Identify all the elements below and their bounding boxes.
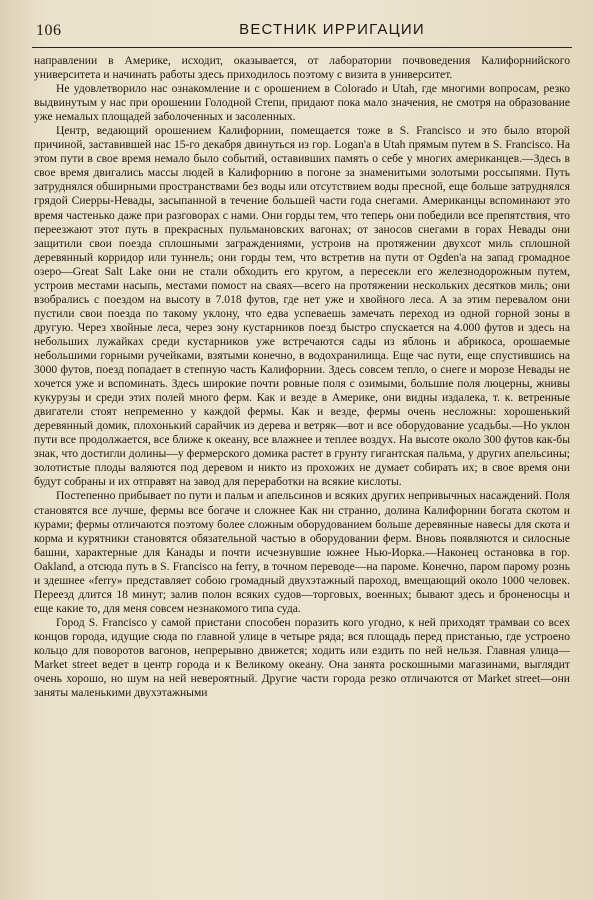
paragraph: Центр, ведающий орошением Калифорнии, помещается тоже в S. Francisco и это было второй причиной, заставившей нас 15-го декабря двинуться из гор. Logan'а в Utah прямым путем в S. Francisco. На этом пути в свое время немало было событий, оставивших память о себе у многих американцев.—Здесь в свое время двигались массы людей в Калифорнию в погоне за знаменитыми золотыми россыпями. Путь затруднялся обширными пространствами без воды или отсутствием воды пресной, еще больше затруднялся грядой Сиерры-Невады, засыпанной в течение большей части года снегами. Американцы вспоминают это время частенько даже при разговорах с нами. Они горды тем, что теперь они победили все препятствия, что переезжают этот путь в прекрасных пульмановских вагонах; от заносов снегами в горах Невады они защитили свои поезда сплошными заграждениями, устроив на протяжении двухсот миль сплошной деревянный корридор или туннель; они горды тем, что встретив на пути от Ogden'а на запад громадное озеро—Great Salt Lake они не стали обходить его кругом, а пересекли его железнодорожным путем, устроив местами насыпь, местами помост на сваях—всего на протяжении нескольких десятков миль; они взобрались с поездом на высоту в 7.018 футов, где нет уже и хвойного леса. А за этим перевалом они пустили свои поезда по такому уклону, что едва успеваешь замечать переход из одной горной зоны в другую. Через хвойные леса, через зону кустарников поезд быстро спускается на 4.000 футов и здесь на небольших лужайках среди кустарников уже встречаются сады из яблонь и абрикоса, орошаемые небольшими горными ручейками, взятыми конечно, в водохранилища. Еще час пути, еще спустившись на 3000 футов, поезд попадает в степную часть Калифорнии. Здесь совсем тепло, о снеге и морозе Невады не хочется уже и вспоминать. Здесь широкие почти ровные поля с озимыми, большие поля люцерны, жнивы кукурузы и среди этих полей много ферм. Как и везде в Америке, они видны издалека, т. к. ветренные двигатели стоят непременно у каждой фермы. Как и везде, фермы очень несложны: хорошенький деревянный домик, плохонький сарайчик из дерева и ветряк—вот и все оборудование усадьбы.—Но уклон пути все продолжается, все ближе к океану, все влажнее и теплее воздух. На высоте около 300 футов как-бы знак, что достигли долины—у фермерского домика растет в грунту гигантская пальма, у других апельсины; золотистые плоды валяются под деревом и никто из прохожих не думает собирать их; в свое время они будут собраны и их отправят на завод для переработки на всякие кислоты. xyxy=(34,124,570,489)
paragraph: Постепенно прибывает по пути и пальм и апельсинов и всяких других непривычных насаждений. Поля становятся все лучше, фермы все богаче и сложнее Как ни странно, долина Калифорнии богата скотом и курами; фермы отличаются поэтому более сложным оборудованием больше деревянные навесы для скота и корма и курятники становятся обязательной частью в оборудовании ферм. Вновь появляются и силосные башни, характерные для Канады и почти исчезнувшие южнее Нью-Иорка.—Наконец остановка в гор. Oakland, а отсюда путь в S. Francisco на ferry, в точном переводе—на пароме. Конечно, паром парому рознь и здешнее «ferry» представляет собою громадный двухэтажный пароход, вмещающий около 1000 человек. Переезд длится 18 минут; залив полон всяких судов—торговых, военных; бывают здесь и броненосцы и еще какие то, для меня совсем незнакомого типа суда. xyxy=(34,489,570,615)
page-header xyxy=(32,18,572,44)
paragraph: направлении в Америке, исходит, оказывается, от лаборатории почвоведения Калифорнийского университета и начинать работы здесь приходилось поэтому с визита в университет. xyxy=(34,54,570,82)
article-body xyxy=(34,54,570,700)
header-rule xyxy=(32,47,572,48)
paragraph: Город S. Francisco у самой пристани способен поразить кого угодно, к ней приходят трамваи со всех концов города, идущие сюда по главной улице в четыре ряда; вся площадь перед пристанью, где устроено кольцо для поворотов вагонов, непрерывно движется; ходить или ездить по ней нельзя. Главная улица—Market street ведет в центр города и к Великому океану. Она занята роскошными магазинами, выглядит очень хорошо, но шум на ней невероятный. Другие части города резко отличаются от Market street—они заняты маленькими двухэтажными xyxy=(34,615,570,700)
page-number: 106 xyxy=(36,22,62,39)
paragraph: Не удовлетворило нас ознакомление и с орошением в Colorado и Utah, где многими вопросам, резко выдвинутым у нас при орошении Голодной Степи, придают пока мало значения, не смотря на образование уже немалых площадей заболоченных и засоленных. xyxy=(34,82,570,124)
journal-title: ВЕСТНИК ИРРИГАЦИИ xyxy=(239,21,425,38)
